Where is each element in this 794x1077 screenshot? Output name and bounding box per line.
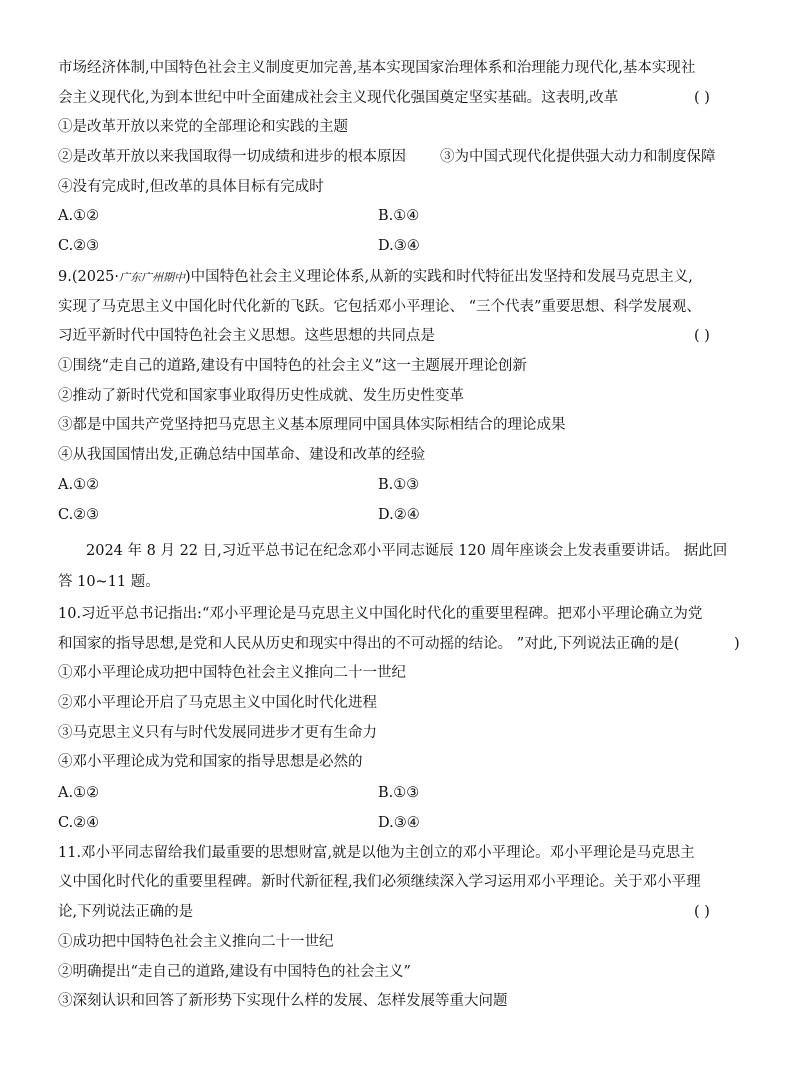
q10-stem-line-2: 和国家的指导思想,是党和人民从历史和现实中得出的不可动摇的结论。 ”对此,下列说法正确的是( [58,636,680,652]
q8-stem-line-2: 会主义现代化,为到本世纪中叶全面建成社会主义现代化强国奠定坚实基础。这表明,改革 [58,90,619,106]
intro-line-2: 答 10~11 题。 [58,574,160,590]
q11-statement-2: ②明确提出“走自己的道路,建设有中国特色的社会主义” [58,964,411,980]
q11-statement-3: ③深刻认识和回答了新形势下实现什么样的发展、怎样发展等重大问题 [58,993,508,1009]
q11-answer-blank: ( ) [694,904,710,920]
q8-option-c: C.②③ [58,238,100,254]
q9-stem-line-2: 实现了马克思主义中国化时代化新的飞跃。它包括邓小平理论、 “三个代表”重要思想、科学发展观、 [58,299,701,315]
q8-option-d: D.③④ [378,238,420,254]
q8-option-b: B.①④ [378,208,420,224]
q9-option-c: C.②③ [58,507,100,523]
q9-stem-line-1 [58,267,693,288]
q8-statement-2: ②是改革开放以来我国取得一切成绩和进步的根本原因 [58,149,406,165]
q8-answer-blank: ( ) [694,90,710,106]
q9-answer-blank: ( ) [694,328,710,344]
q9-statement-4: ④从我国国情出发,正确总结中国革命、建设和改革的经验 [58,447,426,463]
q10-statement-3: ③马克思主义只有与时代发展同进步才更有生命力 [58,725,377,741]
q10-stem-line-1: 10.习近平总书记指出:“邓小平理论是马克思主义中国化时代化的重要里程碑。把邓小平理论确立为党 [58,606,703,622]
q10-statement-4: ④邓小平理论成为党和国家的指导思想是必然的 [58,754,363,770]
q9-stem-text: )中国特色社会主义理论体系,从新的实践和时代特征出发坚持和发展马克思主义, [185,269,693,285]
q10-option-b: B.①③ [378,785,420,801]
q9-statement-3: ③都是中国共产党坚持把马克思主义基本原理同中国具体实际相结合的理论成果 [58,417,566,433]
q9-stem-line-3: 习近平新时代中国特色社会主义思想。这些思想的共同点是 [58,328,435,344]
q9-option-a: A.①② [58,477,100,493]
q10-statement-1: ①邓小平理论成功把中国特色社会主义推向二十一世纪 [58,665,406,681]
intro-line-1: 2024 年 8 月 22 日,习近平总书记在纪念邓小平同志诞辰 120 周年座谈会上发表重要讲话。 据此回 [86,543,728,559]
q8-stem-line-1: 市场经济体制,中国特色社会主义制度更加完善,基本实现国家治理体系和治理能力现代化,基本实现社 [58,60,696,76]
q8-statement-3: ③为中国式现代化提供强大动力和制度保障 [440,149,716,165]
q11-stem-line-2: 义中国化时代化的重要里程碑。新时代新征程,我们必须继续深入学习运用邓小平理论。关于邓小平理 [58,874,701,890]
q11-statement-1: ①成功把中国特色社会主义推向二十一世纪 [58,934,334,950]
q10-option-a: A.①② [58,785,100,801]
q10-option-d: D.③④ [378,815,420,831]
q9-option-b: B.①③ [378,477,420,493]
q10-option-c: C.②④ [58,815,100,831]
q9-statement-1: ①围绕“走自己的道路,建设有中国特色的社会主义”这一主题展开理论创新 [58,358,527,374]
q9-option-d: D.②④ [378,507,420,523]
q8-statement-4: ④没有完成时,但改革的具体目标有完成时 [58,179,324,195]
q11-stem-line-3: 论,下列说法正确的是 [58,904,194,920]
q11-stem-line-1: 11.邓小平同志留给我们最重要的思想财富,就是以他为主创立的邓小平理论。邓小平理论是马克思主 [58,845,695,861]
q10-answer-blank: ) [734,636,740,652]
q9-source: 广东广州期中 [119,271,186,284]
q8-statement-1: ①是改革开放以来党的全部理论和实践的主题 [58,119,348,135]
q9-number: 9.(2025· [58,269,120,285]
q8-option-a: A.①② [58,208,100,224]
q9-statement-2: ②推动了新时代党和国家事业取得历史性成就、发生历史性变革 [58,388,464,404]
q10-statement-2: ②邓小平理论开启了马克思主义中国化时代化进程 [58,695,377,711]
